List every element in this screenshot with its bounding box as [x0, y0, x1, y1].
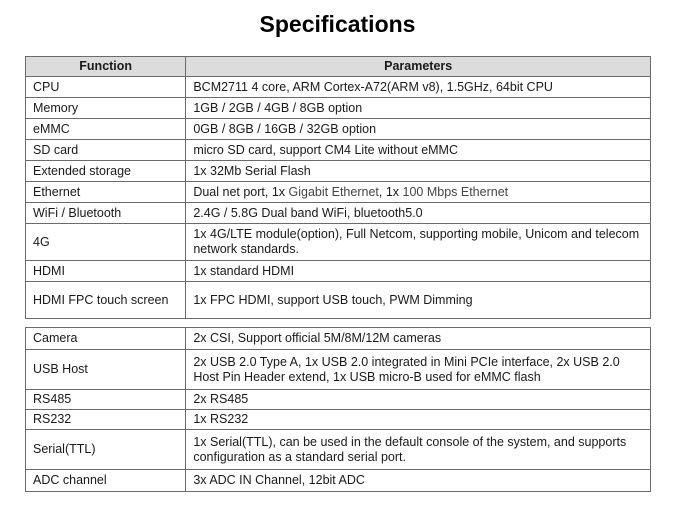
fast-ethernet-text: 100 Mbps Ethernet: [402, 184, 509, 199]
function-cell: RS232: [26, 410, 186, 430]
function-cell: WiFi / Bluetooth: [26, 203, 186, 224]
function-cell: RS485: [26, 390, 186, 410]
function-cell: Ethernet: [26, 182, 186, 203]
function-cell: 4G: [26, 224, 186, 261]
function-cell: HDMI: [26, 261, 186, 282]
table-row: [26, 350, 651, 390]
function-cell: USB Host: [26, 350, 186, 390]
table-row: [26, 224, 651, 261]
function-cell: Memory: [26, 98, 186, 119]
spec-table-top: [25, 56, 651, 319]
parameter-cell: 2x USB 2.0 Type A, 1x USB 2.0 integrated in Mini PCIe interface, 2x USB 2.0 Host Pin Header extend, 1x USB micro-B used for eMMC flash: [186, 350, 651, 390]
function-cell: ADC channel: [26, 470, 186, 492]
parameter-cell: 1x 4G/LTE module(option), Full Netcom, supporting mobile, Unicom and telecom network standards.: [186, 224, 651, 261]
parameter-cell: 2x RS485: [186, 390, 651, 410]
table-row: [26, 261, 651, 282]
parameter-cell: 1x Serial(TTL), can be used in the default console of the system, and supports configuration as a standard serial port.: [186, 430, 651, 470]
table-row: [26, 390, 651, 410]
spec-table-bottom: [25, 327, 651, 492]
table-row: [26, 161, 651, 182]
header-function: Function: [26, 57, 186, 77]
table-row: [26, 470, 651, 492]
function-cell: HDMI FPC touch screen: [26, 282, 186, 319]
table-row: [26, 203, 651, 224]
parameter-cell: BCM2711 4 core, ARM Cortex-A72(ARM v8), 1.5GHz, 64bit CPU: [186, 77, 651, 98]
header-parameters: Parameters: [186, 57, 651, 77]
function-cell: Camera: [26, 328, 186, 350]
ethernet-separator-text: , 1x: [378, 184, 403, 199]
table-row: [26, 119, 651, 140]
parameter-cell: 2.4G / 5.8G Dual band WiFi, bluetooth5.0: [186, 203, 651, 224]
parameter-cell: 1x FPC HDMI, support USB touch, PWM Dimming: [186, 282, 651, 319]
table-row: [26, 77, 651, 98]
table-row: [26, 140, 651, 161]
ethernet-text: Dual net port, 1x: [193, 184, 289, 199]
table-row: [26, 182, 651, 203]
function-cell: CPU: [26, 77, 186, 98]
table-row: [26, 98, 651, 119]
function-cell: Serial(TTL): [26, 430, 186, 470]
gigabit-ethernet-text: Gigabit Ethernet: [288, 184, 379, 199]
parameter-cell: 2x CSI, Support official 5M/8M/12M cameras: [186, 328, 651, 350]
page-title: Specifications: [259, 11, 416, 37]
parameter-cell: [186, 182, 651, 203]
table-row: [26, 282, 651, 319]
function-cell: SD card: [26, 140, 186, 161]
parameter-cell: 1x RS232: [186, 410, 651, 430]
parameter-cell: 1x 32Mb Serial Flash: [186, 161, 651, 182]
parameter-cell: 1GB / 2GB / 4GB / 8GB option: [186, 98, 651, 119]
function-cell: eMMC: [26, 119, 186, 140]
parameter-cell: 0GB / 8GB / 16GB / 32GB option: [186, 119, 651, 140]
parameter-cell: micro SD card, support CM4 Lite without eMMC: [186, 140, 651, 161]
table-header-row: [26, 57, 651, 77]
function-cell: Extended storage: [26, 161, 186, 182]
parameter-cell: 3x ADC IN Channel, 12bit ADC: [186, 470, 651, 492]
table-row: [26, 430, 651, 470]
parameter-cell: 1x standard HDMI: [186, 261, 651, 282]
table-row: [26, 328, 651, 350]
table-row: [26, 410, 651, 430]
